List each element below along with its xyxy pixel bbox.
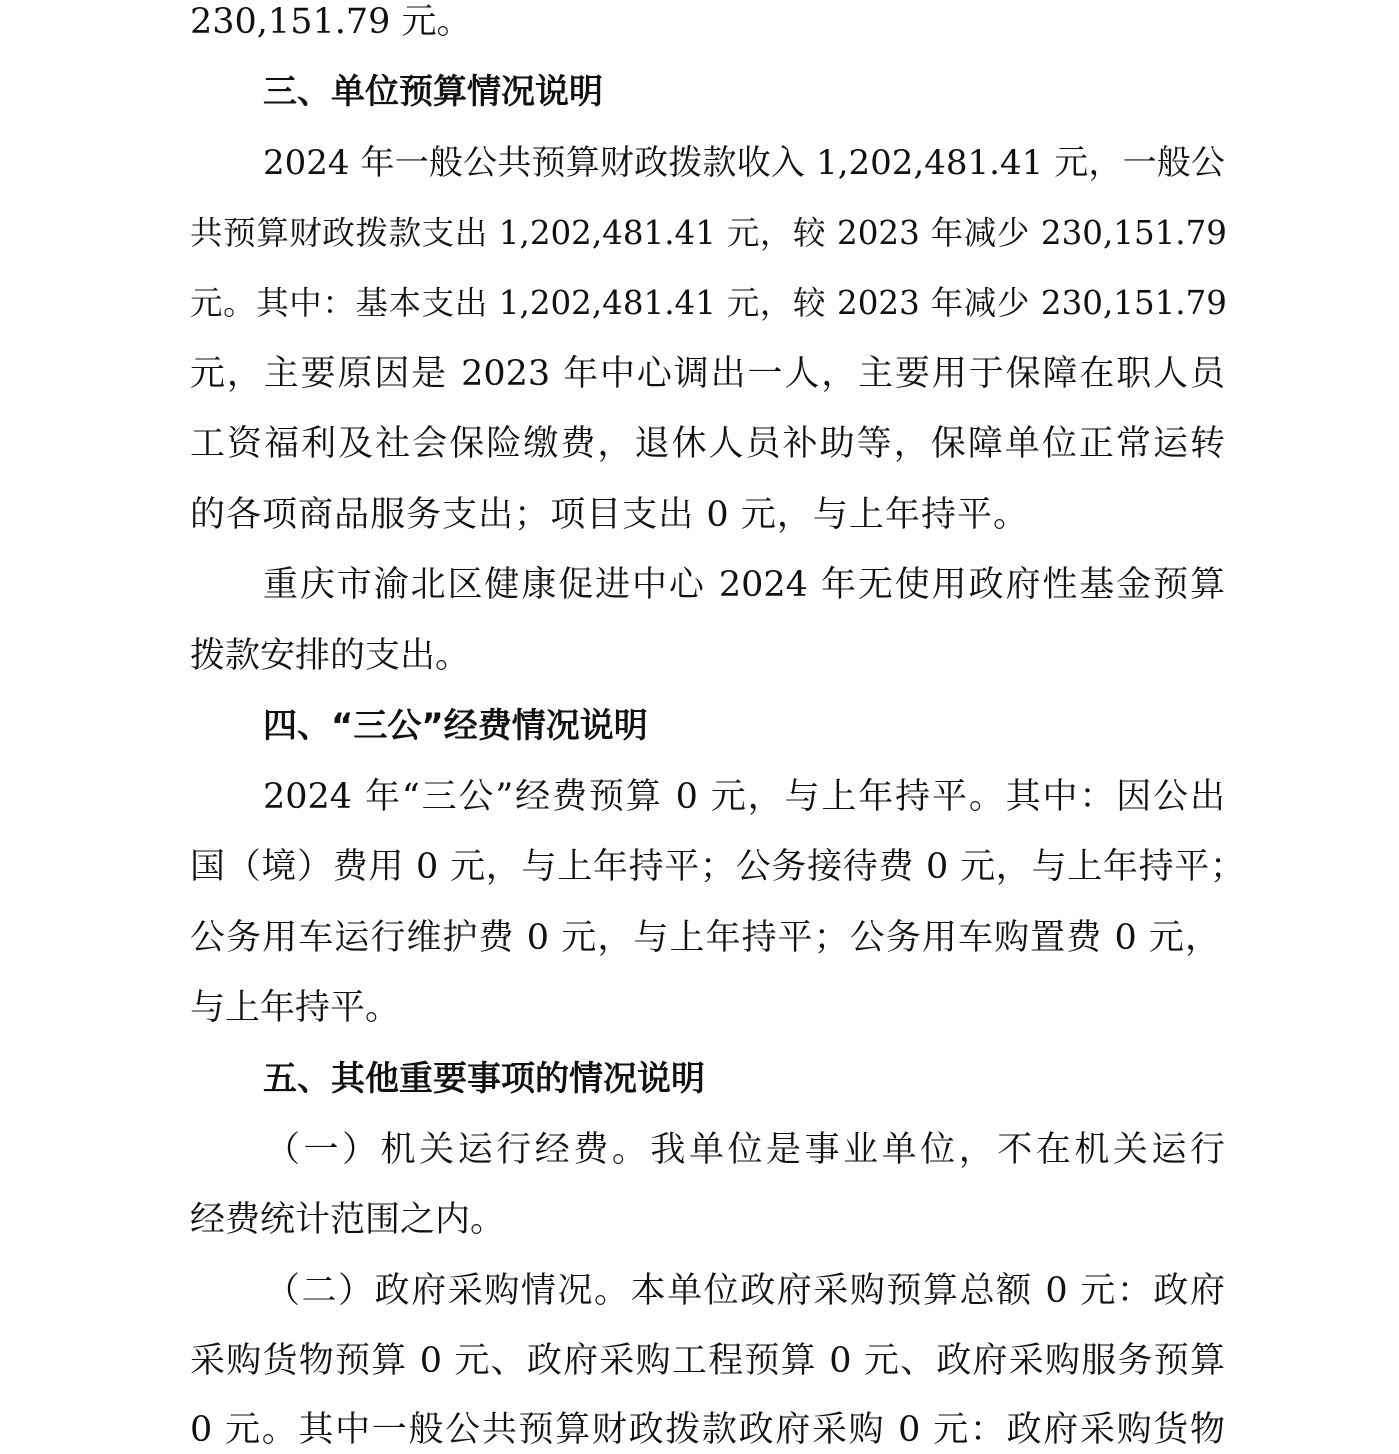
section-heading: 三、单位预算情况说明 [263, 72, 603, 112]
text-line: （二）政府采购情况。本单位政府采购预算总额 0 元：政府 [265, 1271, 1225, 1311]
text-line: 元，主要原因是 2023 年中心调出一人，主要用于保障在职人员 [190, 354, 1225, 394]
text-line: 重庆市渝北区健康促进中心 2024 年无使用政府性基金预算 [263, 565, 1225, 605]
text-line: 与上年持平。 [190, 988, 401, 1028]
text-line: 经费统计范围之内。 [190, 1200, 506, 1240]
text-line: （一）机关运行经费。我单位是事业单位，不在机关运行 [265, 1130, 1225, 1170]
text-line: 元。其中：基本支出 1,202,481.41 元，较 2023 年减少 230,151.79 [190, 284, 1227, 322]
text-line: 采购货物预算 0 元、政府采购工程预算 0 元、政府采购服务预算 [190, 1341, 1225, 1381]
text-line: 共预算财政拨款支出 1,202,481.41 元，较 2023 年减少 230,151.79 [190, 214, 1227, 252]
text-line: 2024 年“三公”经费预算 0 元，与上年持平。其中：因公出 [263, 777, 1225, 817]
section-heading: 五、其他重要事项的情况说明 [263, 1059, 705, 1099]
text-line: 公务用车运行维护费 0 元，与上年持平；公务用车购置费 0 元， [190, 918, 1220, 958]
text-line: 拨款安排的支出。 [190, 636, 471, 676]
text-line: 2024 年一般公共预算财政拨款收入 1,202,481.41 元，一般公 [263, 143, 1225, 183]
section-heading: 四、“三公”经费情况说明 [263, 706, 648, 746]
text-line: 230,151.79 元。 [190, 2, 472, 42]
text-line: 国（境）费用 0 元，与上年持平；公务接待费 0 元，与上年持平； [190, 847, 1245, 887]
text-line: 的各项商品服务支出；项目支出 0 元，与上年持平。 [190, 495, 1028, 535]
text-line: 工资福利及社会保险缴费，退休人员补助等，保障单位正常运转 [190, 424, 1225, 464]
text-line: 0 元。其中一般公共预算财政拨款政府采购 0 元：政府采购货物 [190, 1410, 1225, 1450]
